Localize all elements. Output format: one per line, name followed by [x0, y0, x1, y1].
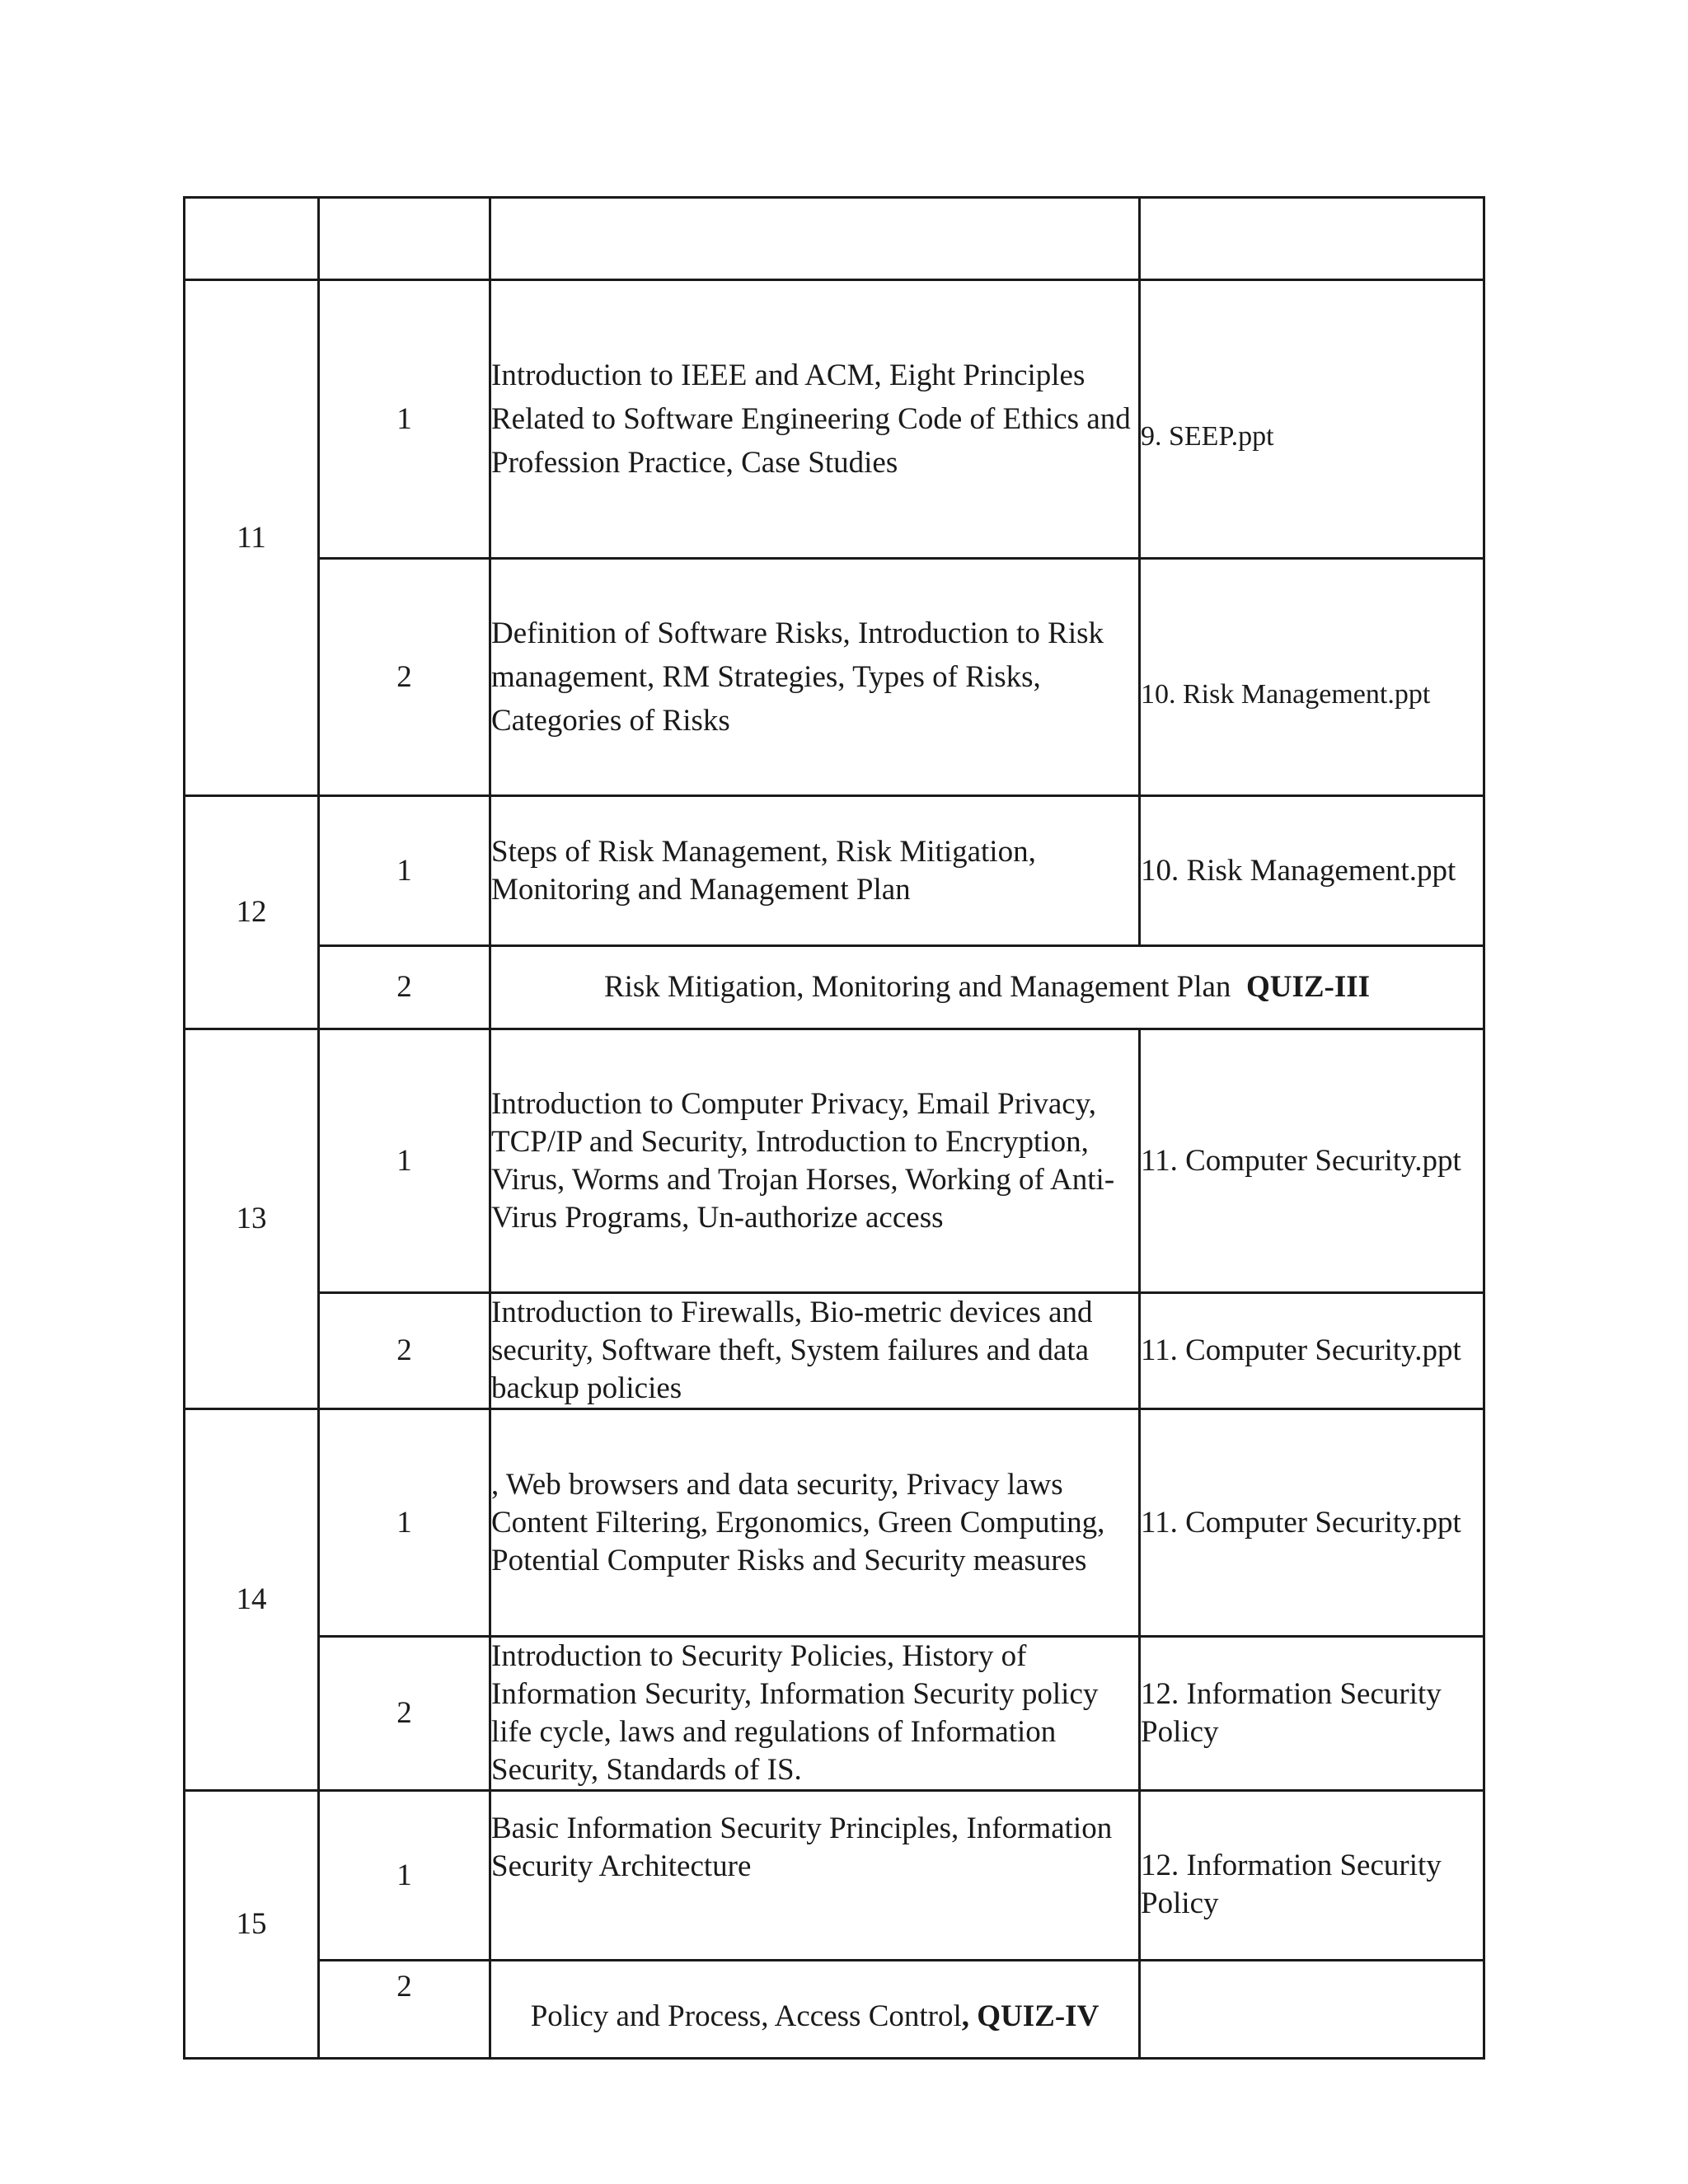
header-topic-cell — [490, 198, 1140, 280]
lecture-topic: Risk Mitigation, Monitoring and Management Plan — [603, 970, 1231, 1004]
lecture-material: 11. Computer Security.ppt — [1140, 1409, 1484, 1637]
lecture-number: 1 — [319, 796, 490, 946]
table-row — [185, 1293, 1484, 1409]
lecture-material: 12. Information Security Policy — [1140, 1791, 1484, 1961]
lecture-number: 2 — [319, 1637, 490, 1791]
lecture-number: 1 — [319, 1029, 490, 1293]
week-number: 14 — [185, 1409, 319, 1791]
lecture-material — [1140, 1961, 1484, 2059]
lecture-topic: Introduction to Security Policies, History of Information Security, Information Security policy life cycle, laws and regulations of Information Security, Standards of IS. — [490, 1637, 1140, 1791]
lecture-material: 12. Information Security Policy — [1140, 1637, 1484, 1791]
lecture-topic: Steps of Risk Management, Risk Mitigation, Monitoring and Management Plan — [490, 796, 1140, 946]
table-row — [185, 1637, 1484, 1791]
table-header-row — [185, 198, 1484, 280]
lecture-material: 11. Computer Security.ppt — [1140, 1293, 1484, 1409]
lecture-topic: Introduction to Computer Privacy, Email Privacy, TCP/IP and Security, Introduction to Encryption, Virus, Worms and Trojan Horses, Working of Anti-Virus Programs, Un-authorize access — [490, 1029, 1140, 1293]
week-number: 11 — [185, 280, 319, 796]
lecture-material: 9. SEEP.ppt — [1140, 280, 1484, 559]
lecture-material: 10. Risk Management.ppt — [1140, 796, 1484, 946]
lecture-number: 2 — [319, 1961, 490, 2059]
table-row — [185, 946, 1484, 1029]
table-row — [185, 1791, 1484, 1961]
table-row — [185, 559, 1484, 796]
lecture-topic-with-quiz — [490, 1961, 1140, 2059]
header-material-cell — [1140, 198, 1484, 280]
table-row — [185, 280, 1484, 559]
lecture-number: 2 — [319, 1293, 490, 1409]
lecture-number: 2 — [319, 946, 490, 1029]
lecture-topic: Introduction to IEEE and ACM, Eight Principles Related to Software Engineering Code of Ethics and Profession Practice, Case Studies — [490, 280, 1140, 559]
quiz-label: QUIZ-IV — [977, 1999, 1100, 2033]
lecture-material: 10. Risk Management.ppt — [1140, 559, 1484, 796]
header-lecture-cell — [319, 198, 490, 280]
header-week-cell — [185, 198, 319, 280]
table-row — [185, 1409, 1484, 1637]
quiz-separator: , — [961, 1999, 978, 2033]
lecture-number: 1 — [319, 1409, 490, 1637]
lecture-material: 11. Computer Security.ppt — [1140, 1029, 1484, 1293]
lecture-number: 1 — [319, 1791, 490, 1961]
week-number: 13 — [185, 1029, 319, 1409]
lecture-topic: Basic Information Security Principles, Information Security Architecture — [490, 1791, 1140, 1961]
lecture-topic: Introduction to Firewalls, Bio-metric devices and security, Software theft, System failures and data backup policies — [490, 1293, 1140, 1409]
course-schedule-table — [183, 196, 1485, 2060]
week-number: 12 — [185, 796, 319, 1029]
lecture-number: 2 — [319, 559, 490, 796]
lecture-topic-with-quiz — [490, 946, 1484, 1029]
quiz-label: QUIZ-III — [1245, 970, 1371, 1004]
lecture-topic: , Web browsers and data security, Privacy laws Content Filtering, Ergonomics, Green Computing, Potential Computer Risks and Security measures — [490, 1409, 1140, 1637]
table-row — [185, 1961, 1484, 2059]
lecture-number: 1 — [319, 280, 490, 559]
lecture-topic: Policy and Process, Access Control — [530, 1999, 962, 2033]
week-number: 15 — [185, 1791, 319, 2059]
table-row — [185, 796, 1484, 946]
lecture-topic: Definition of Software Risks, Introduction to Risk management, RM Strategies, Types of Risks, Categories of Risks — [490, 559, 1140, 796]
table-row — [185, 1029, 1484, 1293]
